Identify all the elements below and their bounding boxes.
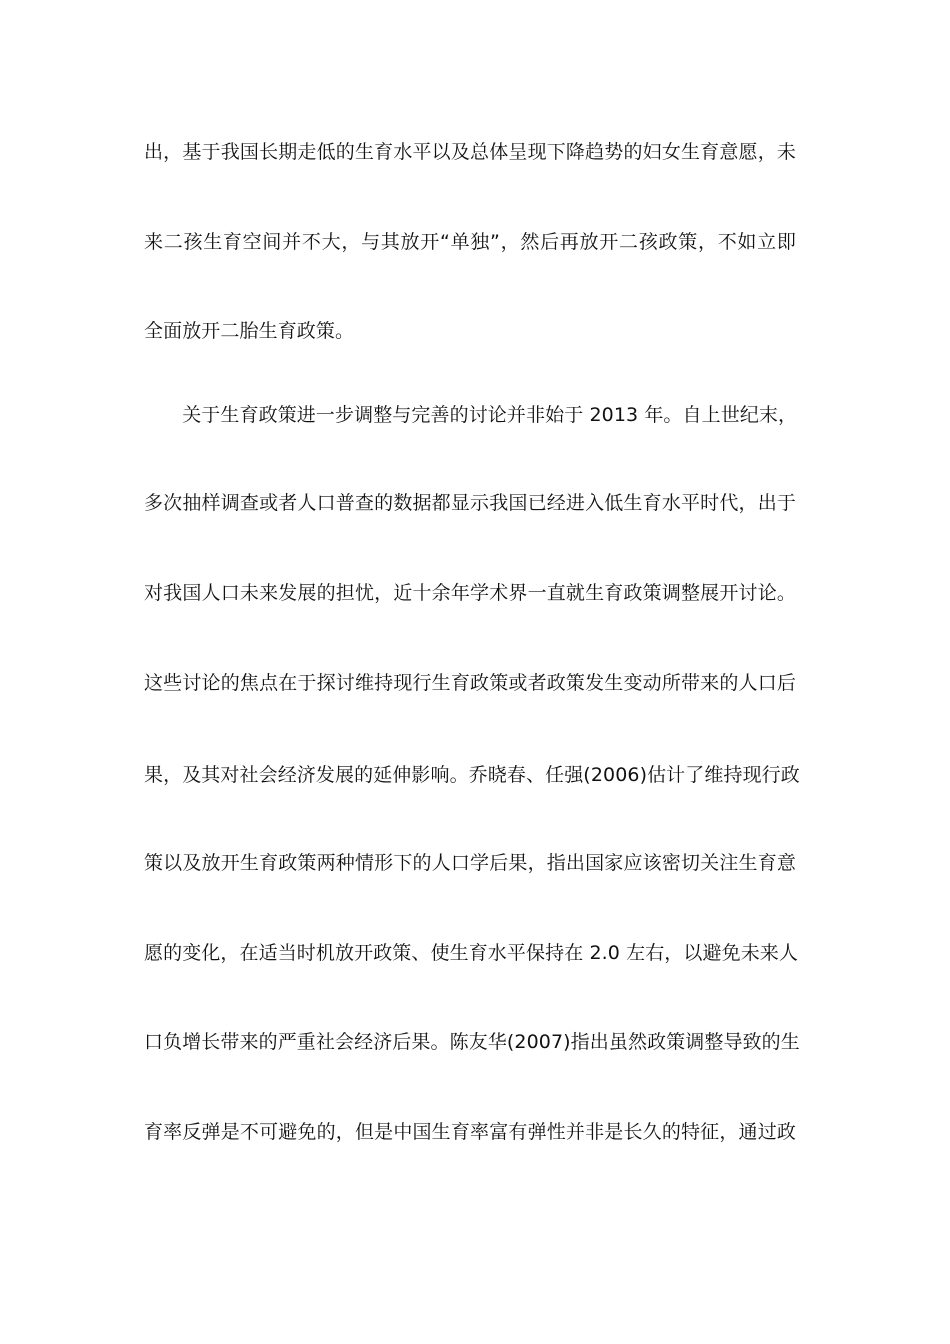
text-line-11: 口负增长带来的严重社会经济后果。陈友华(2007)指出虽然政策调整导致的生	[144, 1031, 800, 1053]
text-line-1: 出，基于我国长期走低的生育水平以及总体呈现下降趋势的妇女生育意愿，未	[144, 141, 796, 163]
text-line-12: 育率反弹是不可避免的，但是中国生育率富有弹性并非是长久的特征，通过政	[144, 1121, 796, 1143]
text-line-8: 果，及其对社会经济发展的延伸影响。乔晓春、任强(2006)估计了维持现行政	[144, 764, 800, 786]
text-line-7: 这些讨论的焦点在于探讨维持现行生育政策或者政策发生变动所带来的人口后	[144, 672, 796, 694]
text-line-9: 策以及放开生育政策两种情形下的人口学后果，指出国家应该密切关注生育意	[144, 852, 796, 874]
text-line-10: 愿的变化，在适当时机放开政策、使生育水平保持在 2.0 左右，以避免未来人	[144, 942, 798, 964]
text-line-6: 对我国人口未来发展的担忧，近十余年学术界一直就生育政策调整展开讨论。	[144, 582, 796, 604]
text-line-5: 多次抽样调查或者人口普查的数据都显示我国已经进入低生育水平时代，出于	[144, 492, 796, 514]
text-line-2: 来二孩生育空间并不大，与其放开“单独”，然后再放开二孩政策，不如立即	[144, 231, 796, 253]
text-line-3: 全面放开二胎生育政策。	[144, 320, 355, 342]
text-line-4: 关于生育政策进一步调整与完善的讨论并非始于 2013 年。自上世纪末，	[144, 404, 798, 426]
